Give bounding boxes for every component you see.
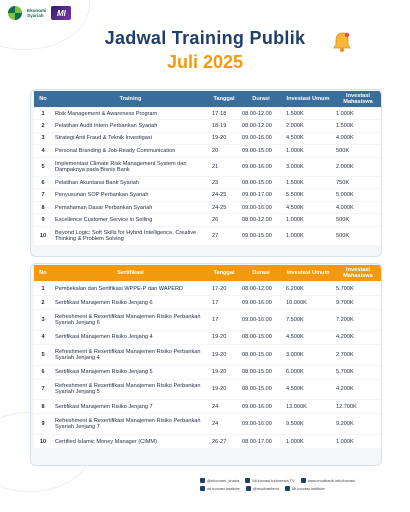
row-price-mahasiswa: 500K <box>333 214 382 225</box>
row-duration: 09.00-16.00 <box>239 310 283 330</box>
table-row <box>34 108 382 119</box>
row-number: 5 <box>34 345 52 365</box>
row-number: 1 <box>34 282 52 295</box>
row-date: 20 <box>209 145 239 156</box>
row-date: 19-20 <box>209 331 239 344</box>
row-date: 17-18 <box>209 108 239 119</box>
row-duration: 09.00-15.00 <box>239 227 283 246</box>
row-title: Sertifikasi Manajemen Risiko Jenjang 7 <box>52 400 209 413</box>
youtube-icon <box>245 478 250 483</box>
ekonomi-syariah-logo-icon <box>8 6 22 20</box>
row-number: 9 <box>34 214 52 225</box>
row-price-mahasiswa: 7.200K <box>333 310 382 330</box>
row-title: Pembekalan dan Sertifikasi WPPE-P dan WAPERD <box>52 282 209 295</box>
column-header-durasi: Durasi <box>239 91 283 107</box>
row-date: 21 <box>209 158 239 177</box>
mi-logo: MI <box>51 6 71 20</box>
row-duration: 08.00-12.00 <box>239 214 283 225</box>
row-duration: 08.00-12.00 <box>239 282 283 295</box>
row-number: 7 <box>34 380 52 400</box>
social-footer <box>200 478 410 494</box>
row-price-umum: 6.000K <box>283 366 333 379</box>
row-price-mahasiswa: 5.700K <box>333 282 382 295</box>
row-date: 18-19 <box>209 120 239 131</box>
row-price-umum: 1.000K <box>283 145 333 156</box>
column-header-no: No <box>34 91 52 107</box>
row-number: 1 <box>34 108 52 119</box>
twitter-icon <box>246 486 251 491</box>
row-price-umum: 10.000K <box>283 296 333 309</box>
table-row <box>34 331 382 344</box>
column-header-tanggal: Tanggal <box>209 265 239 281</box>
training-table-card <box>30 89 382 257</box>
row-title: Refreshment & Resertifikasi Manajemen Risiko Perbankan Syariah Jenjang 6 <box>52 310 209 330</box>
row-number: 3 <box>34 133 52 144</box>
row-duration: 08.00-15.00 <box>239 331 283 344</box>
row-date: 24-25 <box>209 189 239 200</box>
column-header-sertifikasi: Sertifikasi <box>52 265 209 281</box>
row-date: 19-20 <box>209 133 239 144</box>
row-price-umum: 1.500K <box>283 108 333 119</box>
row-price-umum: 6.200K <box>283 282 333 295</box>
row-price-mahasiswa: 1.500K <box>333 120 382 131</box>
row-duration: 08.00-15.00 <box>239 345 283 365</box>
row-title: Refreshment & Resertifikasi Manajemen Risiko Perbankan Syariah Jenjang 5 <box>52 380 209 400</box>
column-header-tanggal: Tanggal <box>209 91 239 107</box>
row-title: Sertifikasi Manajemen Risiko Jenjang 5 <box>52 366 209 379</box>
row-number: 2 <box>34 120 52 131</box>
row-number: 5 <box>34 158 52 177</box>
row-duration: 09.00-16.00 <box>239 133 283 144</box>
sertifikasi-table <box>31 264 382 449</box>
row-price-umum: 1.000K <box>283 435 333 448</box>
row-price-mahasiswa: 4.000K <box>333 133 382 144</box>
row-title: Implementasi Climate Risk Management System dan Dampaknya pada Bisnis Bank <box>52 158 209 177</box>
row-number: 7 <box>34 189 52 200</box>
row-price-umum: 7.500K <box>283 310 333 330</box>
column-header-investasi-umum: Investasi Umum <box>283 91 333 107</box>
training-table <box>31 90 382 246</box>
row-number: 6 <box>34 366 52 379</box>
table-row <box>34 400 382 413</box>
column-header-investasi-mahasiswa: Investasi Mahasiswa <box>333 265 382 281</box>
column-header-investasi-umum: Investasi Umum <box>283 265 333 281</box>
row-date: 23 <box>209 177 239 188</box>
youtube-handle[interactable]: Mi.inovasi Indonesia TV <box>252 478 295 483</box>
row-price-mahasiswa: 9.200K <box>333 414 382 434</box>
row-number: 4 <box>34 331 52 344</box>
column-header-investasi-mahasiswa: Investasi Mahasiswa <box>333 91 382 107</box>
instagram-handle[interactable]: @ekonomi_sharia <box>207 478 240 483</box>
row-duration: 08.00-12.00 <box>239 108 283 119</box>
website-link[interactable]: www.mudharib.info/inovasi <box>307 478 356 483</box>
row-duration: 09.00-16.00 <box>239 296 283 309</box>
row-duration: 09.00-15.00 <box>239 145 283 156</box>
twitter-handle[interactable]: @mudharibmu <box>252 486 279 491</box>
row-duration: 09.00-17.00 <box>239 189 283 200</box>
row-price-mahasiswa: 4.200K <box>333 331 382 344</box>
row-date: 26-27 <box>209 435 239 448</box>
table-row <box>34 158 382 177</box>
row-title: Pelatihan Audit Intern Perbankan Syariah <box>52 120 209 131</box>
row-price-mahasiswa: 750K <box>333 177 382 188</box>
row-price-mahasiswa: 4.200K <box>333 380 382 400</box>
row-title: Refreshment & Resertifikasi Manajemen Risiko Perbankan Syariah Jenjang 7 <box>52 414 209 434</box>
row-date: 19-20 <box>209 366 239 379</box>
row-price-mahasiswa: 2.700K <box>333 345 382 365</box>
row-date: 17-20 <box>209 282 239 295</box>
row-title: Beyond Logic: Soft Skills for Hybrid Intelligence, Creative Thinking & Problem Solving <box>52 227 209 246</box>
row-price-mahasiswa: 5.000K <box>333 189 382 200</box>
table-row <box>34 189 382 200</box>
row-number: 3 <box>34 310 52 330</box>
row-date: 27 <box>209 227 239 246</box>
row-title: Pemahaman Dasar Perbankan Syariah <box>52 202 209 213</box>
row-price-mahasiswa: 2.000K <box>333 158 382 177</box>
table-row <box>34 366 382 379</box>
row-date: 17 <box>209 296 239 309</box>
row-price-mahasiswa: 9.700K <box>333 296 382 309</box>
table-row <box>34 202 382 213</box>
linkedin-icon <box>285 486 290 491</box>
row-date: 19-20 <box>209 345 239 365</box>
row-duration: 09.00-16.00 <box>239 400 283 413</box>
table-row <box>34 435 382 448</box>
row-title: Penyusunan SOP Perbankan Syariah <box>52 189 209 200</box>
row-number: 8 <box>34 400 52 413</box>
row-price-umum: 5.500K <box>283 189 333 200</box>
table-row <box>34 227 382 246</box>
facebook-handle[interactable]: mi.inovasi.institute <box>207 486 240 491</box>
row-price-mahasiswa: 12.700K <box>333 400 382 413</box>
table-row <box>34 120 382 131</box>
instagram-icon <box>200 478 205 483</box>
row-price-umum: 3.000K <box>283 158 333 177</box>
row-price-umum: 4.500K <box>283 133 333 144</box>
row-price-umum: 4.500K <box>283 202 333 213</box>
table-row <box>34 414 382 434</box>
row-price-mahasiswa: 4.000K <box>333 202 382 213</box>
logo-text: Ekonomi Syariah <box>27 8 47 18</box>
facebook-icon <box>200 486 205 491</box>
row-date: 24 <box>209 414 239 434</box>
table-row <box>34 145 382 156</box>
row-date: 24-25 <box>209 202 239 213</box>
table-row <box>34 345 382 365</box>
row-title: Certified Islamic Money Manager (CIMM) <box>52 435 209 448</box>
row-number: 2 <box>34 296 52 309</box>
row-date: 26 <box>209 214 239 225</box>
row-date: 17 <box>209 310 239 330</box>
row-title: Pelatihan Akuntansi Bank Syariah <box>52 177 209 188</box>
column-header-training: Training <box>52 91 209 107</box>
table-row <box>34 177 382 188</box>
row-duration: 08.00-15.00 <box>239 177 283 188</box>
table-row <box>34 133 382 144</box>
row-duration: 08.00-15.00 <box>239 366 283 379</box>
row-price-umum: 9.500K <box>283 414 333 434</box>
row-duration: 08.00-15.00 <box>239 380 283 400</box>
row-duration: 08.00-12.00 <box>239 120 283 131</box>
row-duration: 09.00-16.00 <box>239 202 283 213</box>
row-duration: 09.00-16.00 <box>239 158 283 177</box>
sertifikasi-table-card <box>30 263 382 466</box>
row-number: 8 <box>34 202 52 213</box>
row-title: Strategi Anti Fraud & Teknik Investigasi <box>52 133 209 144</box>
page-month: Juli 2025 <box>166 52 244 72</box>
row-price-umum: 2.000K <box>283 120 333 131</box>
row-price-umum: 4.500K <box>283 380 333 400</box>
row-date: 24 <box>209 400 239 413</box>
row-price-umum: 13.000K <box>283 400 333 413</box>
row-price-umum: 1.000K <box>283 227 333 246</box>
row-price-umum: 1.500K <box>283 177 333 188</box>
table-row <box>34 282 382 295</box>
row-title: Sertifikasi Manajemen Risiko Jenjang 4 <box>52 331 209 344</box>
row-number: 6 <box>34 177 52 188</box>
row-duration: 08.00-17.00 <box>239 435 283 448</box>
row-price-mahasiswa: 1.000K <box>333 435 382 448</box>
row-duration: 09.00-16.00 <box>239 414 283 434</box>
row-title: Sertifikasi Manajemen Risiko Jenjang 6 <box>52 296 209 309</box>
bell-icon <box>330 30 354 54</box>
row-number: 4 <box>34 145 52 156</box>
row-title: Personal Branding & Job-Ready Communication <box>52 145 209 156</box>
row-price-mahasiswa: 500K <box>333 227 382 246</box>
column-header-durasi: Durasi <box>239 265 283 281</box>
row-price-umum: 1.000K <box>283 214 333 225</box>
table-row <box>34 214 382 225</box>
column-header-no: No <box>34 265 52 281</box>
row-price-umum: 3.000K <box>283 345 333 365</box>
row-number: 9 <box>34 414 52 434</box>
row-title: Excellence Customer Service in Selling <box>52 214 209 225</box>
table-row <box>34 380 382 400</box>
page-title: Jadwal Training Publik <box>104 28 306 48</box>
row-price-mahasiswa: 5.700K <box>333 366 382 379</box>
row-price-umum: 4.500K <box>283 331 333 344</box>
row-number: 10 <box>34 227 52 246</box>
row-date: 19-20 <box>209 380 239 400</box>
globe-icon <box>301 478 306 483</box>
table-row <box>34 296 382 309</box>
row-number: 10 <box>34 435 52 448</box>
logo-group <box>8 6 71 20</box>
linkedin-handle[interactable]: Mi.inovasi.institute <box>291 486 325 491</box>
row-price-mahasiswa: 1.000K <box>333 108 382 119</box>
row-title: Refreshment & Resertifikasi Manajemen Risiko Perbankan Syariah Jenjang 4 <box>52 345 209 365</box>
row-title: Risk Management & Awareness Program <box>52 108 209 119</box>
row-price-mahasiswa: 500K <box>333 145 382 156</box>
table-row <box>34 310 382 330</box>
